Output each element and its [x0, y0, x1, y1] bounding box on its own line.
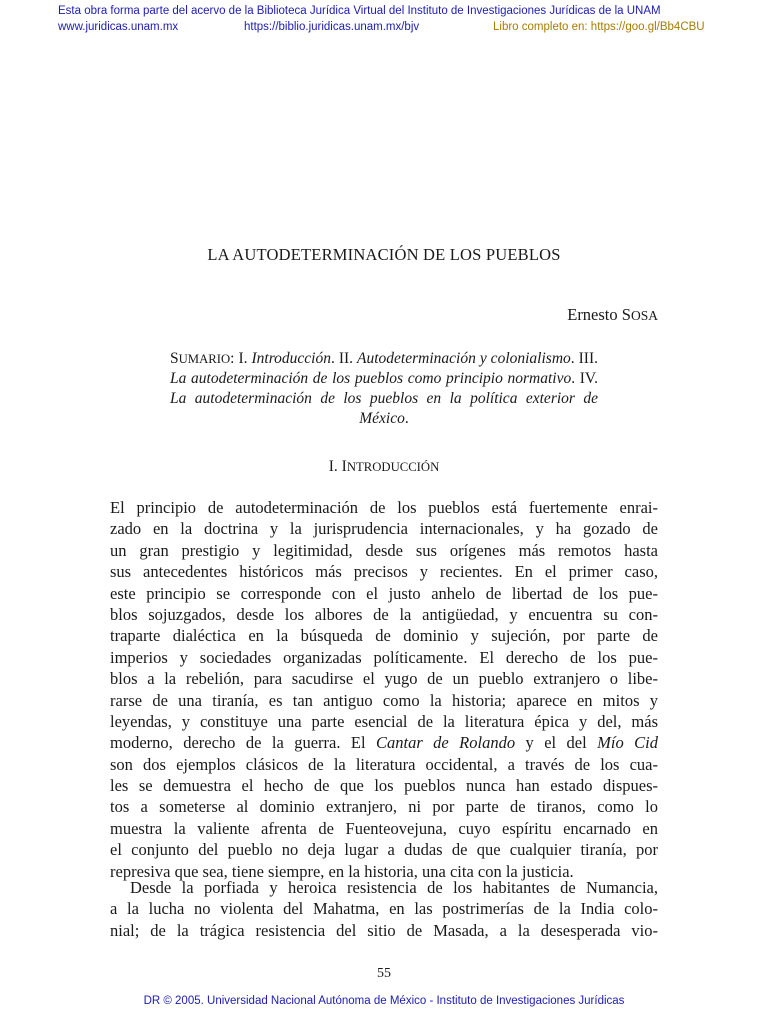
page-number: 55	[377, 966, 391, 981]
text-line: nial; de la trágica resistencia del sitio de Masada, a la desesperada vio-	[110, 920, 658, 940]
summary-title: La autodeterminación de los pueblos en la política exterior de México	[170, 390, 598, 427]
author-name	[567, 305, 658, 325]
section-heading	[0, 458, 768, 476]
line-text: y el del	[515, 733, 598, 753]
summary-title: Introducción	[251, 350, 331, 367]
text-line: imperios y sociedades organizadas políticamente. El derecho de los pue-	[110, 647, 658, 667]
text-line: leyendas, y constituye una parte esencial de la literatura épica y del, más	[110, 711, 658, 731]
summary-num: I.	[238, 350, 252, 367]
summary-num: . III.	[570, 350, 598, 367]
biblio-link[interactable]: https://biblio.juridicas.unam.mx/bjv	[244, 21, 420, 33]
text-line: tos a someterse al dominio extranjero, ni por parte de tiranos, como lo	[110, 797, 658, 817]
author-first: Ernesto	[567, 305, 622, 324]
summary-num: . II.	[330, 350, 358, 367]
section-initial: I	[341, 458, 347, 475]
text-line: blos a la rebelión, para sacudirse el yugo de un pueblo extranjero o libe-	[110, 669, 658, 689]
summary-title: La autodeterminación de los pueblos como principio normativo	[170, 370, 572, 387]
text-line: Desde la porfiada y heroica resistencia de los habitantes de Numancia,	[130, 878, 658, 897]
text-line: un gran prestigio y legitimidad, desde sus orígenes más remotos hasta	[110, 540, 658, 560]
text-line: este principio se corresponde con el justo anhelo de libertad de los pue-	[110, 583, 658, 603]
work-title-cantar: Cantar de Rolando	[375, 733, 516, 753]
juridicas-link[interactable]: www.juridicas.unam.mx	[58, 21, 179, 33]
copyright-footer: DR © 2005. Universidad Nacional Autónoma de México - Instituto de Investigaciones Jurídicas	[143, 995, 625, 1007]
summary-end: .	[404, 410, 409, 427]
header-notice: Esta obra forma parte del acervo de la Biblioteca Jurídica Virtual del Instituto de Investigaciones Jurídicas de la UNAM	[58, 5, 661, 17]
document-title: LA AUTODETERMINACIÓN DE LOS PUEBLOS	[207, 245, 561, 264]
summary-title: Autodeterminación y colonialismo	[357, 350, 571, 367]
author-last-rest: OSA	[630, 308, 658, 323]
paragraph-1	[110, 497, 658, 882]
text-line: les se demuestra el hecho de que los pueblos nunca han estado dispues-	[110, 776, 658, 796]
section-rest: NTRODUCCIÓN	[346, 460, 440, 474]
summary-colon: :	[230, 350, 239, 367]
text-line: traparte dialéctica en la búsqueda de dominio y sujeción, por parte de	[110, 626, 658, 646]
full-book-link[interactable]: Libro completo en: https://goo.gl/Bb4CBU	[493, 21, 705, 33]
line-text: moderno, derecho de la guerra. El	[110, 733, 376, 753]
text-line: rarse de una tiranía, es tan antiguo como la historia; aparece en mitos y	[110, 690, 658, 710]
author-last-initial: S	[621, 305, 631, 324]
work-title-mio-cid: Mío Cid	[597, 733, 658, 753]
summary-label-rest: UMARIO	[178, 352, 231, 366]
text-line: sus antecedentes históricos más precisos y recientes. En el primer caso,	[110, 562, 658, 582]
text-line: El principio de autodeterminación de los pueblos está fuertemente enrai-	[110, 498, 658, 517]
text-line: son dos ejemplos clásicos de la literatura occidental, a través de los cua-	[110, 754, 658, 774]
text-line: el conjunto del pueblo no deja lugar a dudas de que cualquier tiranía, por	[110, 840, 658, 860]
text-line: muestra la valiente afrenta de Fuenteovejuna, cuyo espíritu encarnado en	[110, 818, 658, 838]
summary-num: . IV.	[571, 370, 598, 387]
paragraph-2	[110, 877, 658, 941]
text-line: blos sojuzgados, desde los albores de la antigüedad, y encuentra su con-	[110, 604, 658, 624]
text-line: zado en la doctrina y la jurisprudencia internacionales, y ha gozado de	[110, 519, 658, 539]
text-line	[110, 732, 658, 753]
text-line: a la lucha no violenta del Mahatma, en las postrimerías de la India colo-	[110, 899, 658, 919]
text-line: represiva que sea, tiene siempre, en la historia, una cita con la justicia.	[110, 861, 574, 881]
summary	[170, 349, 598, 429]
summary-label-initial: S	[170, 350, 179, 367]
section-num: I.	[328, 458, 342, 475]
